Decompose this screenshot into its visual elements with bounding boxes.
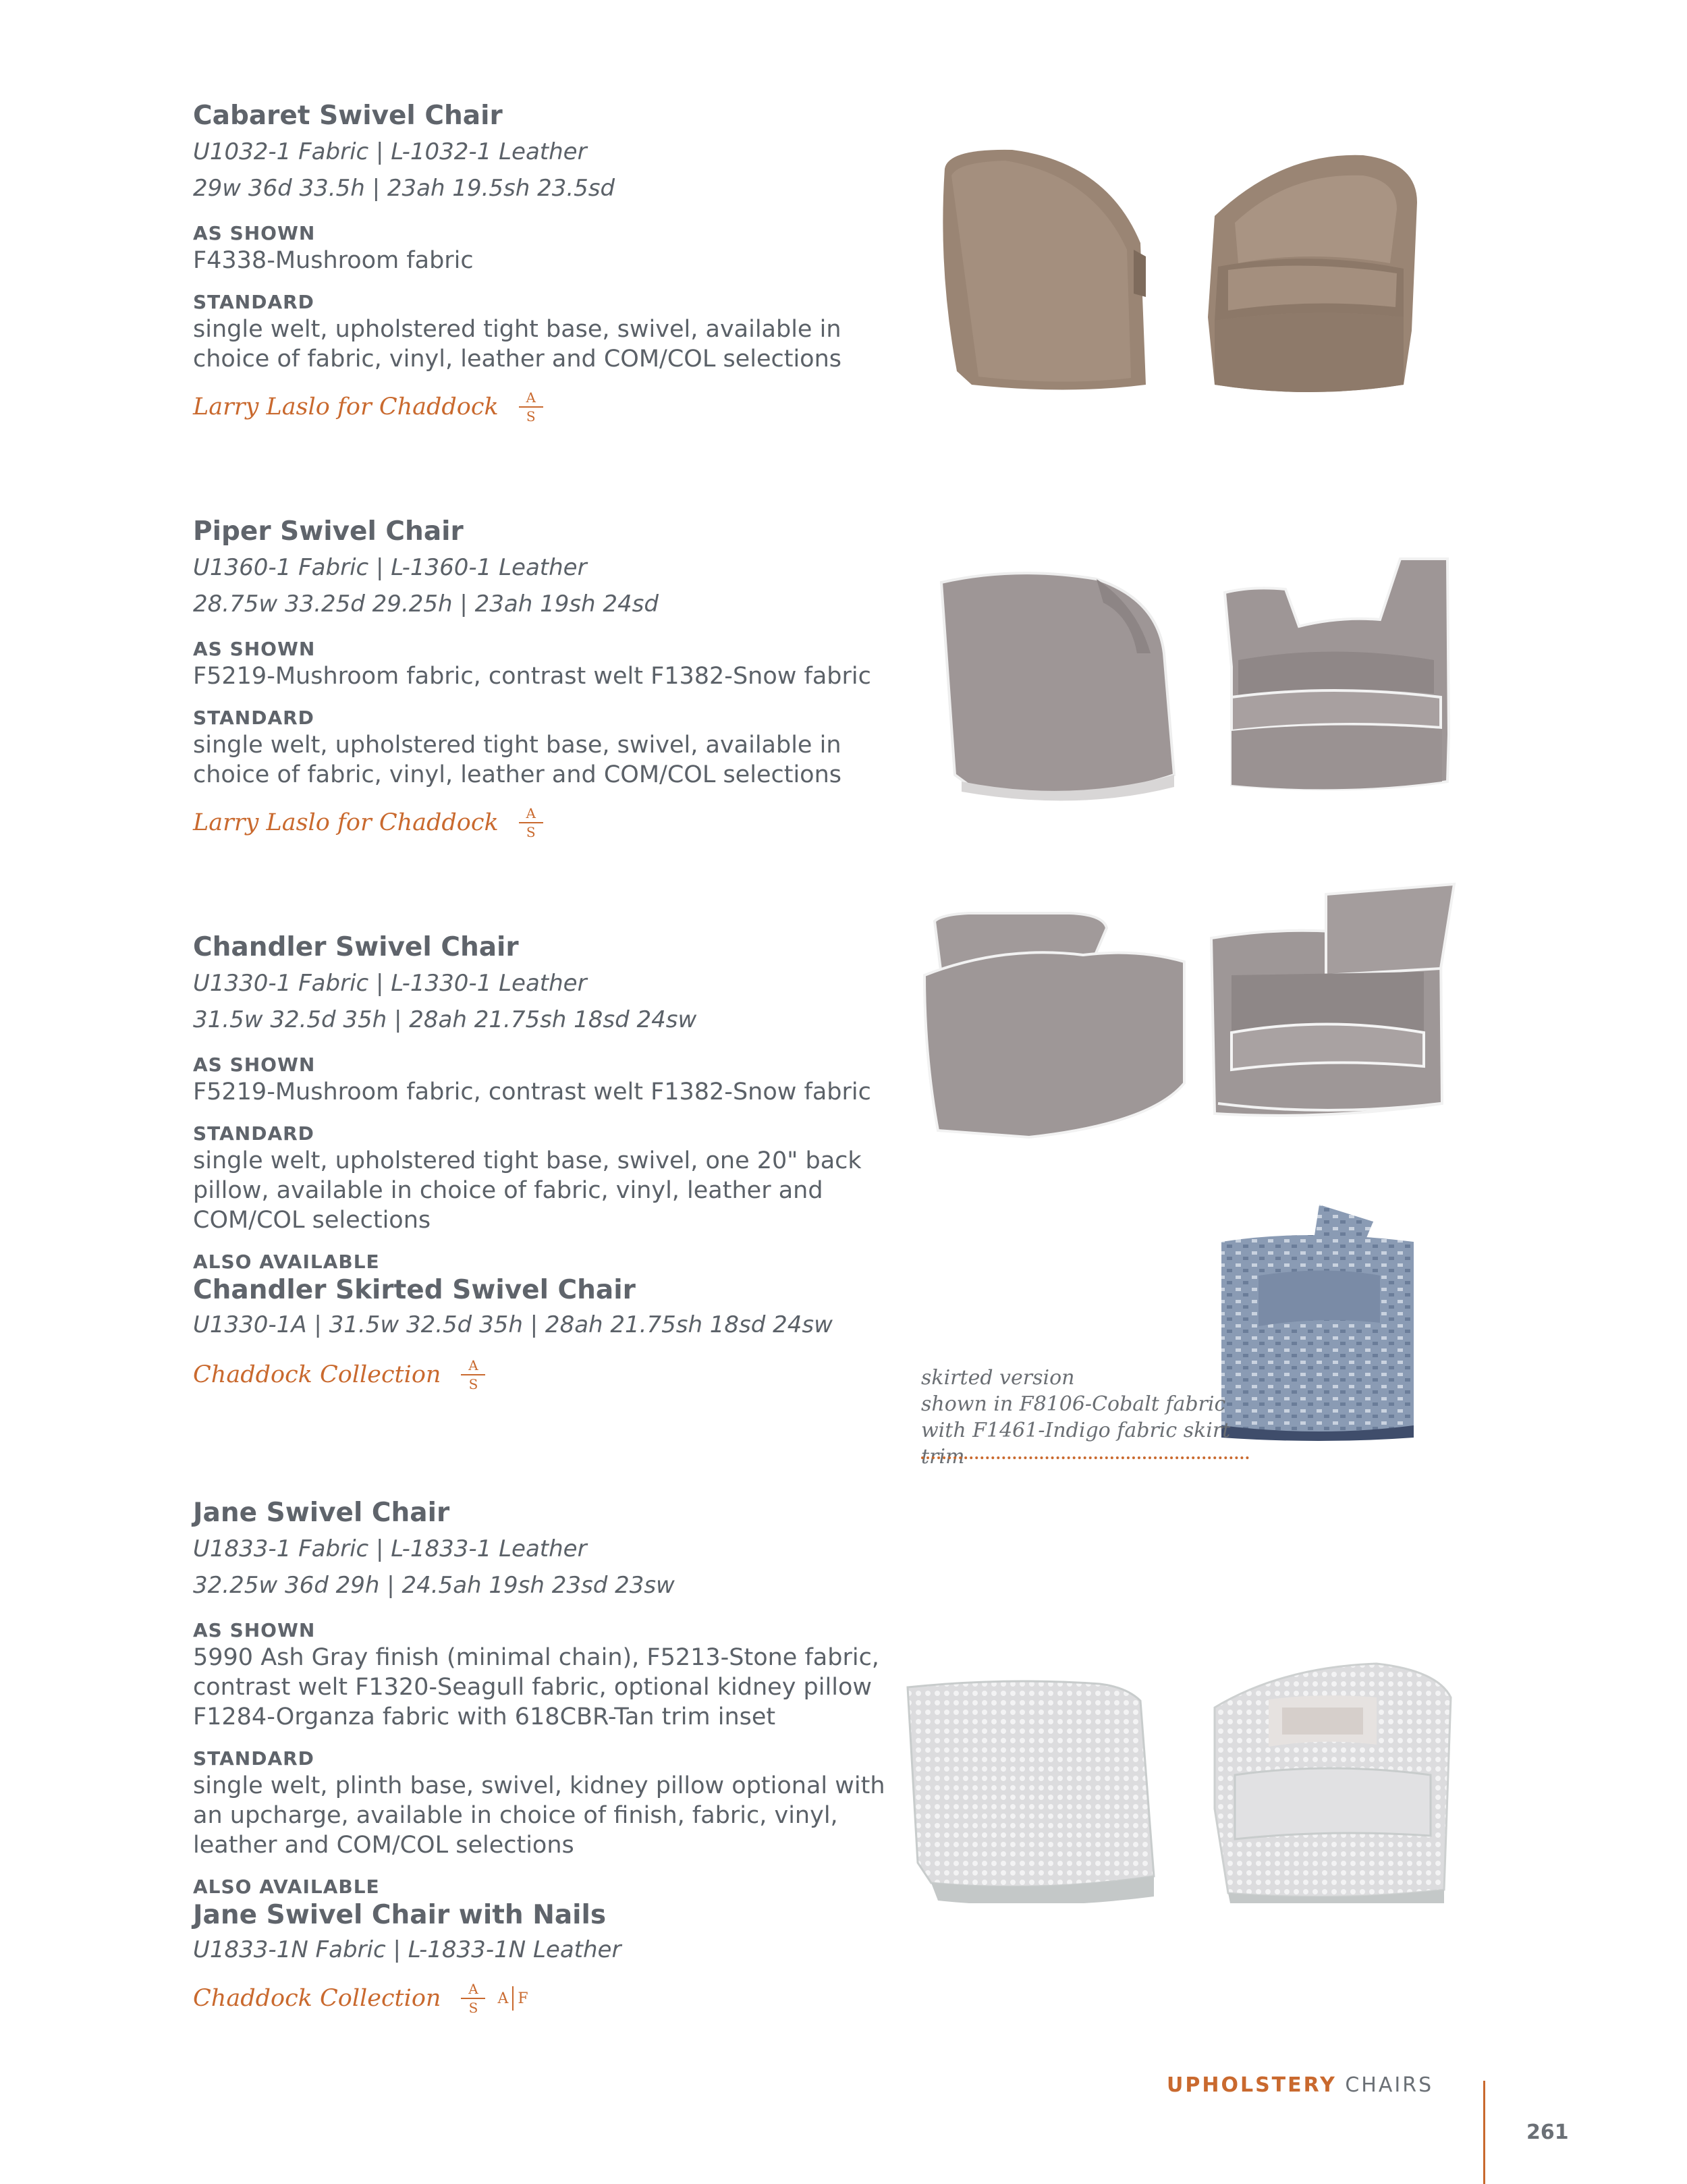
as-shown-line: contrast welt F1320-Seagull fabric, optional kidney pillow [193, 1674, 872, 1701]
as-shown-label: AS SHOWN [193, 1054, 316, 1076]
designer-row [193, 390, 902, 424]
also-available-name: Chandler Skirted Swivel Chair [193, 1275, 636, 1305]
also-available-label: ALSO AVAILABLE [193, 1876, 380, 1898]
as-shown-line: 5990 Ash Gray finish (minimal chain), F5213-Stone fabric, [193, 1644, 879, 1671]
caption-divider [921, 1456, 1249, 1459]
product-dimensions: 32.25w 36d 29h | 24.5ah 19sh 23sd 23sw [193, 1572, 675, 1599]
cabaret-chair-photo [931, 148, 1471, 405]
as-shown-text: F5219-Mushroom fabric, contrast welt F1382-Snow fabric [193, 663, 871, 690]
standard-line: choice of fabric, vinyl, leather and COM/COL selections [193, 761, 841, 788]
chandler-chair-photo [921, 881, 1474, 1151]
product-codes: U1032-1 Fabric | L-1032-1 Leather [193, 138, 587, 165]
product-title: Piper Swivel Chair [193, 516, 464, 547]
standard-line: single welt, upholstered tight base, swivel, one 20" back [193, 1147, 862, 1174]
as-shown-text: F5219-Mushroom fabric, contrast welt F1382-Snow fabric [193, 1079, 871, 1105]
standard-line: leather and COM/COL selections [193, 1832, 574, 1859]
product-jane [193, 1497, 902, 2015]
standard-line: single welt, upholstered tight base, swivel, available in [193, 316, 841, 343]
af-mark: A F [497, 1986, 528, 2011]
standard-line: single welt, upholstered tight base, swivel, available in [193, 732, 841, 759]
standard-line: an upcharge, available in choice of finish, fabric, vinyl, [193, 1802, 838, 1829]
as-mark: A S [461, 1982, 485, 2015]
as-mark: A S [519, 806, 543, 840]
standard-label: STANDARD [193, 707, 314, 729]
also-available-spec: U1833-1N Fabric | L-1833-1N Leather [193, 1936, 621, 1963]
as-mark: A S [519, 390, 543, 424]
standard-line: single welt, plinth base, swivel, kidney pillow optional with [193, 1772, 885, 1799]
as-mark: A S [461, 1358, 485, 1392]
standard-line: pillow, available in choice of fabric, vinyl, leather and [193, 1177, 823, 1204]
also-available-label: ALSO AVAILABLE [193, 1251, 380, 1273]
footer-divider [1483, 2081, 1485, 2184]
standard-label: STANDARD [193, 291, 314, 313]
footer-category-highlight: UPHOLSTERY [1167, 2073, 1337, 2097]
piper-chair-photo [935, 552, 1474, 809]
designer-row [193, 806, 902, 840]
designer-credit: Larry Laslo for Chaddock [193, 809, 499, 836]
designer-credit: Chaddock Collection [193, 1361, 441, 1388]
skirted-caption: skirted version shown in F8106-Cobalt fabric with F1461-Indigo fabric skirt trim [921, 1366, 1231, 1469]
as-shown-label: AS SHOWN [193, 1619, 316, 1641]
also-available-spec: U1330-1A | 31.5w 32.5d 35h | 28ah 21.75sh 18sd 24sw [193, 1311, 833, 1338]
product-dimensions: 31.5w 32.5d 35h | 28ah 21.75sh 18sd 24sw [193, 1006, 697, 1033]
product-title: Cabaret Swivel Chair [193, 101, 503, 131]
standard-label: STANDARD [193, 1747, 314, 1770]
product-chandler [193, 931, 902, 1392]
product-codes: U1330-1 Fabric | L-1330-1 Leather [193, 970, 587, 997]
designer-credit: Chaddock Collection [193, 1985, 441, 2012]
product-codes: U1360-1 Fabric | L-1360-1 Leather [193, 554, 587, 581]
standard-line: choice of fabric, vinyl, leather and COM/COL selections [193, 346, 841, 373]
standard-line: COM/COL selections [193, 1207, 431, 1234]
as-shown-label: AS SHOWN [193, 222, 316, 244]
standard-label: STANDARD [193, 1122, 314, 1145]
product-title: Jane Swivel Chair [193, 1498, 450, 1528]
product-title: Chandler Swivel Chair [193, 932, 519, 962]
footer-category [1167, 2073, 1433, 2097]
as-shown-line: F1284-Organza fabric with 618CBR-Tan trim inset [193, 1703, 776, 1730]
as-shown-label: AS SHOWN [193, 638, 316, 660]
product-piper [193, 516, 902, 840]
jane-chair-photo [904, 1660, 1512, 1903]
product-dimensions: 29w 36d 33.5h | 23ah 19.5sh 23.5sd [193, 175, 615, 202]
product-cabaret [193, 100, 902, 424]
also-available-name: Jane Swivel Chair with Nails [193, 1900, 607, 1930]
chandler-skirted-photo [1218, 1201, 1420, 1441]
designer-credit: Larry Laslo for Chaddock [193, 393, 499, 420]
product-dimensions: 28.75w 33.25d 29.25h | 23ah 19sh 24sd [193, 591, 659, 618]
as-shown-text: F4338-Mushroom fabric [193, 247, 474, 274]
footer-category-rest: CHAIRS [1336, 2073, 1434, 2097]
designer-row [193, 1358, 902, 1392]
designer-row [193, 1982, 902, 2015]
product-codes: U1833-1 Fabric | L-1833-1 Leather [193, 1535, 587, 1562]
page-number: 261 [1526, 2121, 1569, 2144]
